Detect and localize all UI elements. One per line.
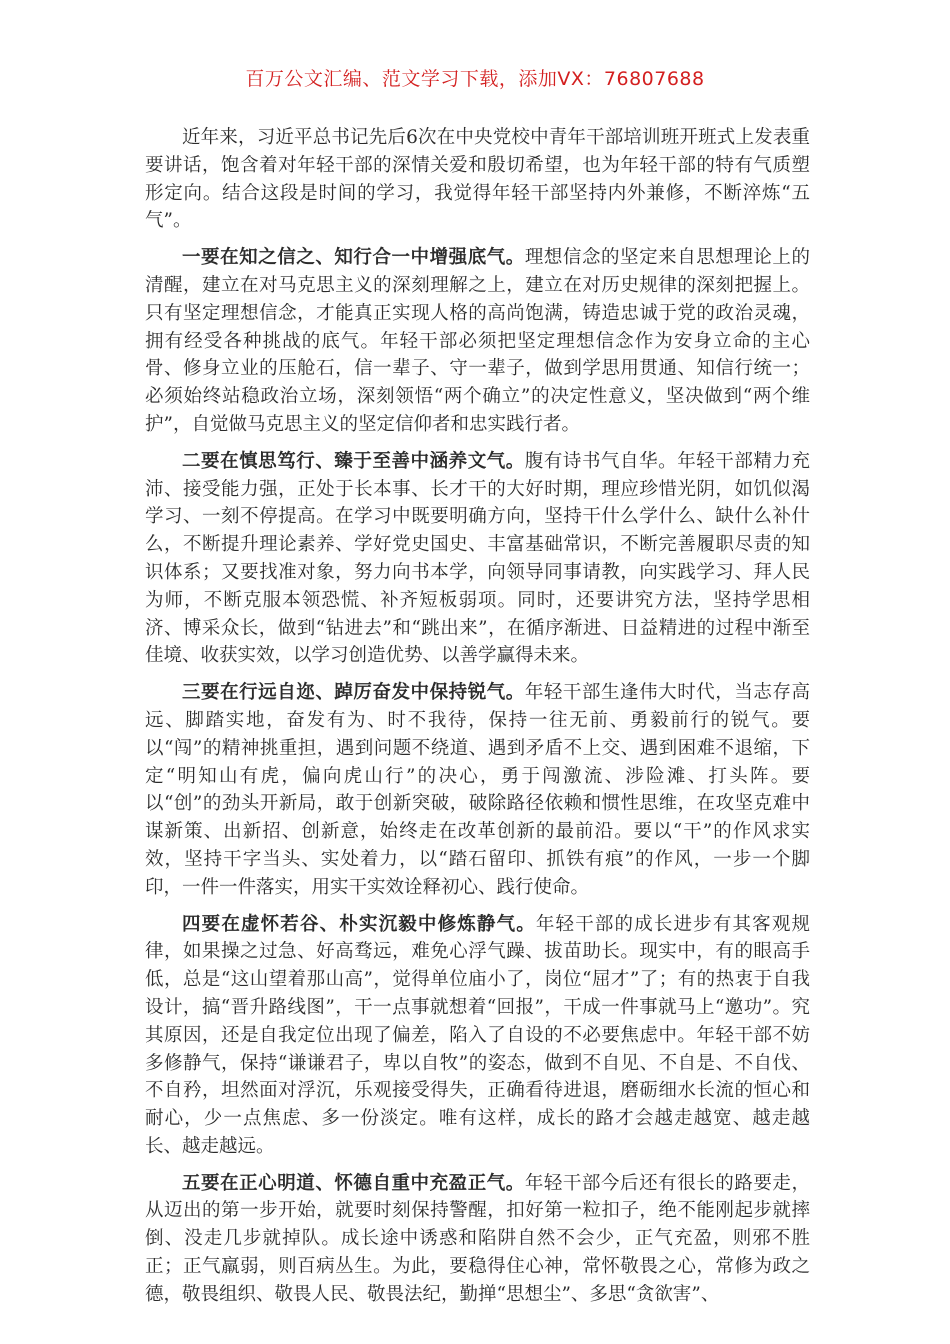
section-heading-5: 五要在正心明道、怀德自重中充盈正气。 bbox=[182, 1172, 525, 1194]
section-heading-3: 三要在行远自迩、踔厉奋发中保持锐气。 bbox=[182, 682, 525, 704]
section-paragraph-4 bbox=[145, 911, 810, 1161]
intro-paragraph: 近年来，习近平总书记先后6次在中央党校中青年干部培训班开班式上发表重要讲话，饱含着对年轻干部的深情关爱和殷切希望，也为年轻干部的特有气质塑形定向。结合这段是时间的学习，我觉得年轻干部坚持内外兼修，不断淬炼“五气”。 bbox=[145, 127, 810, 232]
section-text-1: 理想信念的坚定来自思想理论上的清醒，建立在对马克思主义的深刻理解之上，建立在对历史规律的深刻把握上。只有坚定理想信念，才能真正实现人格的高尚饱满，铸造忠诚于党的政治灵魂，拥有经受各种挑战的底气。年轻干部必须把坚定理想信念作为安身立命的主心骨、修身立业的压舱石，信一辈子、守一辈子，做到学思用贯通、知信行统一；必须始终站稳政治立场，深刻领悟“两个确立”的决定性意义，坚决做到“两个维护”，自觉做马克思主义的坚定信仰者和忠实践行者。 bbox=[145, 247, 810, 435]
section-heading-4: 四要在虚怀若谷、朴实沉毅中修炼静气。 bbox=[182, 913, 536, 935]
promo-header: 百万公文汇编、范文学习下载，添加VX：76807688 bbox=[245, 68, 705, 90]
section-heading-2: 二要在慎思笃行、臻于至善中涵养文气。 bbox=[182, 450, 525, 472]
section-paragraph-5 bbox=[145, 1170, 810, 1309]
section-paragraph-1 bbox=[145, 244, 810, 439]
section-text-2: 腹有诗书气自华。年轻干部精力充沛、接受能力强，正处于长本事、长才干的大好时期，理应珍惜光阴，如饥似渴学习、一刻不停提高。在学习中既要明确方向，坚持干什么学什么、缺什么补什么，不断提升理论素养、学好党史国史、丰富基础常识，不断完善履职尽责的知识体系；又要找准对象，努力向书本学，向领导同事请教，向实践学习、拜人民为师，不断克服本领恐慌、补齐短板弱项。同时，还要讲究方法，坚持学思相济、博采众长，做到“钻进去”和“跳出来”，在循序渐进、日益精进的过程中渐至佳境、收获实效，以学习创造优势、以善学赢得未来。 bbox=[145, 450, 810, 667]
section-paragraph-3 bbox=[145, 679, 810, 901]
section-text-4: 年轻干部的成长进步有其客观规律，如果操之过急、好高骛远，难免心浮气躁、拔苗助长。现实中，有的眼高手低，总是“这山望着那山高”，觉得单位庙小了，岗位“屈才”了；有的热衷于自我设计，搞“晋升路线图”，干一点事就想着“回报”，干成一件事就马上“邀功”。究其原因，还是自我定位出现了偏差，陷入了自设的不必要焦虑中。年轻干部不妨多修静气，保持“谦谦君子，卑以自牧”的姿态，做到不自见、不自是、不自伐、不自矜，坦然面对浮沉，乐观接受得失，正确看待进退，磨砺细水长流的恒心和耐心，少一点焦虑、多一份淡定。唯有这样，成长的路才会越走越宽、越走越长、越走越远。 bbox=[145, 913, 810, 1157]
article-body bbox=[145, 124, 810, 1318]
section-paragraph-2 bbox=[145, 448, 810, 670]
section-text-5: 年轻干部今后还有很长的路要走，从迈出的第一步开始，就要时刻保持警醒，扣好第一粒扣子，绝不能刚起步就摔倒、没走几步就掉队。成长途中诱惑和陷阱自然不会少，正气充盈，则邪不胜正；正气羸弱，则百病丛生。为此，要稳得住心神，常怀敬畏之心，常修为政之德，敬畏组织、敬畏人民、敬畏法纪，勤掸“思想尘”、多思“贪欲害”、 bbox=[145, 1172, 810, 1305]
section-heading-1: 一要在知之信之、知行合一中增强底气。 bbox=[182, 247, 525, 269]
section-text-3: 年轻干部生逢伟大时代，当志存高远、脚踏实地，奋发有为、时不我待，保持一往无前、勇毅前行的锐气。要以“闯”的精神挑重担，遇到问题不绕道、遇到矛盾不上交、遇到困难不退缩，下定“明知山有虎，偏向虎山行”的决心，勇于闯激流、涉险滩、打头阵。要以“创”的劲头开新局，敢于创新突破，破除路径依赖和惯性思维，在攻坚克难中谋新策、出新招、创新意，始终走在改革创新的最前沿。要以“干”的作风求实效，坚持干字当头、实处着力，以“踏石留印、抓铁有痕”的作风，一步一个脚印，一件一件落实，用实干实效诠释初心、践行使命。 bbox=[145, 682, 810, 898]
